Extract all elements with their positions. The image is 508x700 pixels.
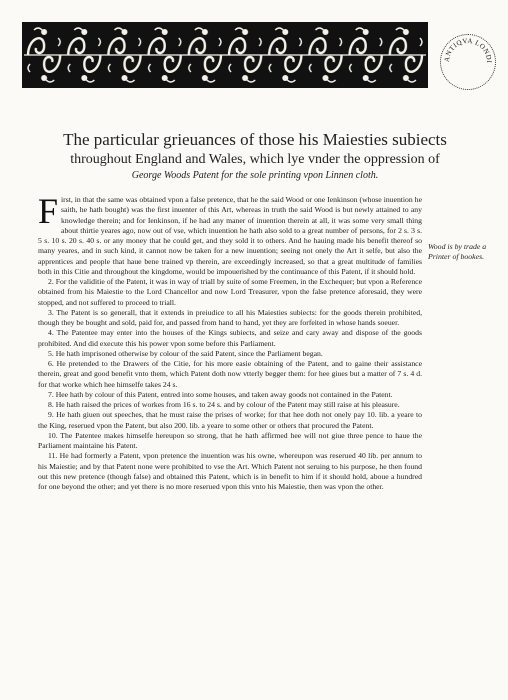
- document-title: The particular grieuances of those his Maiesties subiects: [63, 130, 447, 149]
- paragraph-11: 11. He had formerly a Patent, vpon pretence the inuention was his owne, whereupon was reserued 40 lib. per annum to his Maiestie; and by that Patent none were prohibited to vse the Art. Which Patent not seruing to his purpose, he then found out this new pretence (though false) and obtained this Patent, which is in benefit to him if it should hold, aboue a hundred for one beyond the other; and yet there is no more reserued vpon this vnto his Maiestie, then was vpon the other.: [38, 451, 422, 491]
- paragraph-10: 10. The Patentee makes himselfe hereupon so strong, that he hath affirmed hee will not giue three pence to haue the Parliament maintaine his Patent.: [38, 430, 422, 450]
- vine-scroll-ornament-icon: [24, 24, 426, 86]
- paragraph-1: First, in that the same was obtained vpon a false pretence, that he the said Wood or one Ienkinson (whose inuention he saith, he hath bought) was the first inuenter of this Art, whereas in truth the said Wood is but newly attained to any knowledge therein; and for Ienkinson, if he had any maner of inuention therein at all, it was some very small thing about thirtie yeares ago, now out of vse, which inuention he hath also sold to a great number of persons, for 2 s. 3 s. 5 s. 10 s. 20 s. 40 s. or any money that he could get, and they sold it to others. And he hauing made his benefit thereof so many yeares, and in such kind, it cannot now be taken for a new inuention; seeing not onely the Art it selfe, but also the apprentices and people that haue bene trained vp therein, are exceedingly increased, so that a great multitude of families both in this Citie and throughout the kingdome, would be impouerished by the continuance of this Patent, if it should hold.: [38, 191, 422, 276]
- patent-description: George Woods Patent for the sole printing vpon Linnen cloth.: [131, 170, 379, 181]
- paragraph-7: 7. Hee hath by colour of this Patent, entred into some houses, and taken away goods not contained in the Patent.: [48, 389, 393, 399]
- drop-cap-letter: F: [38, 191, 59, 231]
- stamp-text: ANTIQVA LONDI: [442, 36, 494, 64]
- paragraph-4: 4. The Patentee may enter into the houses of the Kings subiects, and seize and cary away and dispose of the goods prohibited. And did execute this his power vpon some before this Parliament.: [38, 328, 422, 348]
- paragraph-9: 9. He hath giuen out speeches, that he must raise the prises of worke; for that hee doth not onely pay 10. lib. a yeare to the King, reserued vpon the Patent, but also 200. lib. a yeare to some other or others that procured the Patent.: [38, 410, 422, 430]
- paragraph-3: 3. The Patent is so generall, that it extends in preiudice to all his Maiesties subiects: for the goods therein prohibited, though they be bought and sold, paid for, and passed from hand to hand, yet they are forfeited in whose hands soeuer.: [38, 307, 422, 327]
- paragraph-2: 2. For the validitie of the Patent, it was in way of triall by suite of some Freemen, in the Exchequer; but vpon a Reference obtained from his Maiestie to the Lord Chancellor and now Lord Treasurer, vpon the false pretence aforesaid, they were stopped, and not suffered to proceed to triall.: [38, 277, 422, 307]
- paragraph-8: 8. He hath raised the prices of workes from 16 s. to 24 s. and by colour of the Patent may still raise at his pleasure.: [48, 400, 400, 409]
- grievances-body: [38, 191, 422, 492]
- decorative-header-ornament: [22, 22, 428, 88]
- paragraph-5: 5. He hath imprisoned otherwise by colour of the said Patent, since the Parliament began.: [48, 348, 323, 358]
- document-subtitle: throughout England and Wales, which lye vnder the oppression of: [70, 152, 440, 167]
- margin-note: Wood is by trade a Printer of bookes.: [428, 242, 487, 261]
- paragraph-6: 6. He pretended to the Drawers of the Citie, for his more easie obtaining of the Patent, and to gaine their assistance therein, great and good benefit vnto them, which Patent doth now vtterly begger them: for hee giues but a matter of 7 s. 4 d. for that worke which hee himselfe takes 24 s.: [38, 359, 422, 389]
- library-stamp: [440, 34, 496, 90]
